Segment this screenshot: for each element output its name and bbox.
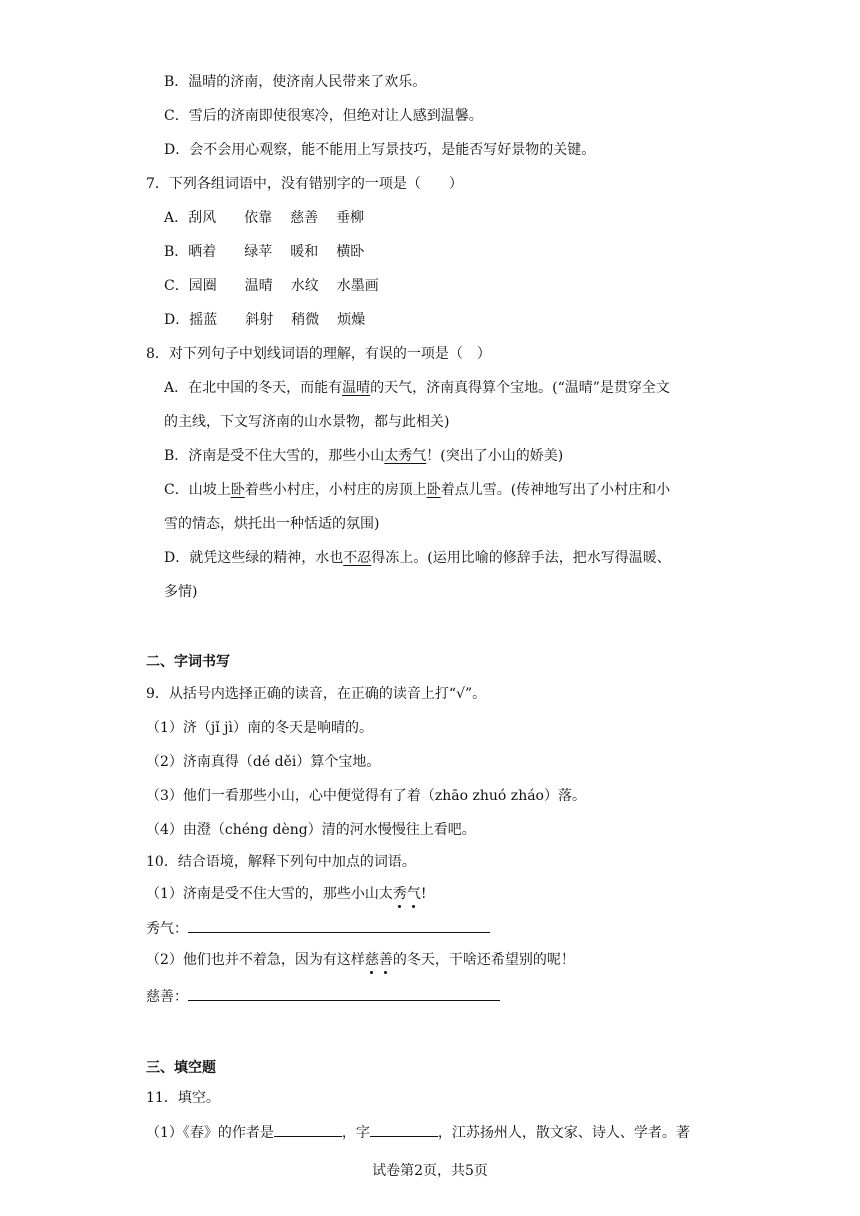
q8-option-a-line2: 的主线，下文写济南的山水景物，都与此相关) (164, 414, 450, 430)
q8-option-b: B．济南是受不住大雪的，那些小山太秀气！(突出了小山的娇美) (164, 448, 564, 464)
answer-blank[interactable] (188, 986, 500, 1001)
answer-blank[interactable] (370, 1122, 438, 1137)
q11-item-1: （1）《春》的作者是 ，字 ，江苏扬州人，散文家、诗人、学者。著 (146, 1122, 690, 1143)
underlined-word: 卧 (230, 482, 245, 498)
answer-blank[interactable] (274, 1122, 342, 1137)
q11-stem: 11．填空。 (146, 1090, 220, 1106)
q8-option-c-line1: C．山坡上卧着些小村庄，小村庄的房顶上卧着点儿雪。(传神地写出了小村庄和小 (164, 482, 671, 498)
q8-option-c-line2: 雪的情态，烘托出一种恬适的氛围) (164, 516, 380, 532)
q7-option-a: A．刮风 依靠 慈善 垂柳 (164, 210, 365, 226)
q9-stem: 9．从括号内选择正确的读音，在正确的读音上打“√”。 (146, 686, 487, 702)
dotted-char: 慈 (364, 952, 379, 968)
underlined-word: 温晴 (342, 380, 371, 396)
q6-option-b: B．温晴的济南，使济南人民带来了欢乐。 (164, 74, 427, 90)
q6-option-c: C．雪后的济南即使很寒冷，但绝对让人感到温馨。 (164, 108, 483, 124)
q7-option-d: D．摇蓝 斜射 稍微 烦燥 (164, 312, 366, 328)
answer-blank[interactable] (188, 918, 490, 933)
q7-stem: 7．下列各组词语中，没有错别字的一项是（ ） (146, 176, 463, 192)
q7-option-c: C．园圈 温晴 水纹 水墨画 (164, 278, 379, 294)
underlined-word: 不忍 (343, 550, 372, 566)
dotted-char: 气 (406, 886, 421, 902)
q10-answer-2: 慈善： (146, 986, 500, 1007)
q10-sentence-2: （2）他们也并不着急，因为有这样慈善的冬天，干啥还希望别的呢！ (146, 952, 575, 968)
q8-option-a-line1: A．在北中国的冬天，而能有温晴的天气，济南真得算个宝地。(“温晴”是贯穿全文 (164, 380, 670, 396)
q9-item-3: （3）他们一看那些小山，心中便觉得有了着（zhāo zhuó zháo）落。 (146, 788, 586, 804)
q8-option-d-line2: 多情) (164, 584, 198, 600)
dotted-char: 善 (378, 952, 393, 968)
q10-sentence-1: （1）济南是受不住大雪的，那些小山太秀气! (146, 886, 427, 902)
dotted-char: 秀 (392, 886, 407, 902)
q7-option-b: B．晒着 绿苹 暖和 横卧 (164, 244, 365, 260)
section-3-title: 三、填空题 (146, 1060, 216, 1076)
underlined-word: 卧 (426, 482, 441, 498)
q8-stem: 8．对下列句子中划线词语的理解，有误的一项是（ ） (146, 346, 491, 362)
section-2-title: 二、字词书写 (146, 654, 230, 670)
q6-option-d: D．会不会用心观察，能不能用上写景技巧，是能否写好景物的关键。 (164, 142, 596, 158)
q9-item-2: （2）济南真得（dé děi）算个宝地。 (146, 754, 381, 770)
q10-answer-1: 秀气： (146, 918, 490, 939)
page-footer: 试卷第2页，共5页 (372, 1163, 488, 1179)
underlined-word: 太秀气 (384, 448, 427, 464)
q10-stem: 10．结合语境，解释下列句中加点的词语。 (146, 854, 416, 870)
q8-option-d-line1: D．就凭这些绿的精神，水也不忍得冻上。(运用比喻的修辞手法，把水写得温暖、 (164, 550, 671, 566)
q9-item-1: （1）济（jǐ jì）南的冬天是响晴的。 (146, 720, 373, 736)
q9-item-4: （4）由澄（chéng dèng）清的河水慢慢往上看吧。 (146, 822, 476, 838)
